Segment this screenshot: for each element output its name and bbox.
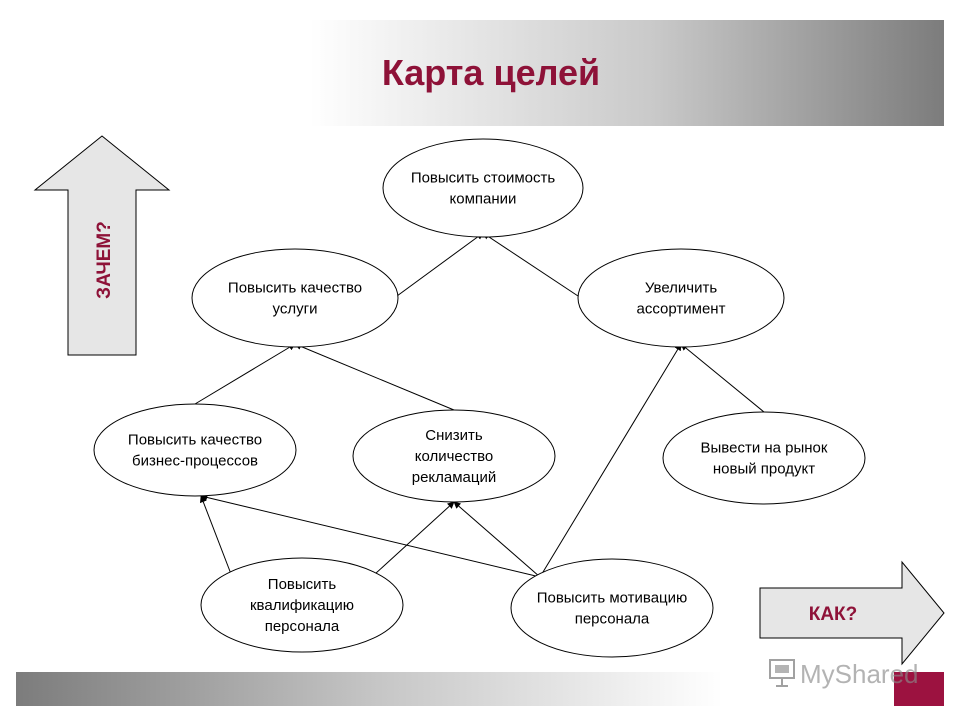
- node-ellipse: [192, 249, 398, 347]
- link-raise_staff_qualification-to-improve_business_processes: [201, 496, 231, 574]
- node-ellipse: [383, 139, 583, 237]
- node-label-line: количество: [414, 448, 494, 465]
- node-ellipse: [578, 249, 784, 347]
- node-improve_service_quality: [192, 249, 398, 347]
- node-raise_staff_qualification: [201, 558, 403, 652]
- node-label-line: бизнес-процессов: [131, 452, 259, 470]
- node-label-line: Повысить мотивацию: [536, 589, 688, 607]
- node-label-line: новый продукт: [712, 460, 816, 478]
- how-arrow: [760, 562, 944, 664]
- link-reduce_complaints-to-improve_service_quality: [295, 344, 454, 410]
- nodes-layer: [94, 139, 865, 657]
- link-improve_service_quality-to-increase_company_value: [397, 233, 483, 296]
- watermark: [766, 654, 926, 694]
- how-arrow-label: КАК?: [808, 604, 858, 625]
- node-ellipse: [511, 559, 713, 657]
- watermark-text: MyShared: [800, 659, 919, 689]
- node-label-line: Повысить качество: [127, 431, 263, 449]
- node-ellipse: [663, 412, 865, 504]
- link-improve_business_processes-to-improve_service_quality: [195, 344, 295, 404]
- node-reduce_complaints: [353, 410, 555, 502]
- node-label-line: Повысить стоимость: [410, 169, 556, 187]
- node-label-line: Увеличить: [644, 279, 718, 297]
- node-label-line: услуги: [272, 300, 318, 318]
- link-raise_staff_motivation-to-reduce_complaints: [454, 502, 540, 577]
- node-label-line: компании: [449, 190, 517, 208]
- link-expand_assortment-to-increase_company_value: [483, 233, 578, 296]
- why-arrow-label: ЗАЧЕМ?: [94, 221, 115, 299]
- node-label-line: Вывести на рынок: [700, 439, 828, 457]
- link-raise_staff_motivation-to-expand_assortment: [540, 344, 681, 577]
- presentation-icon: [770, 660, 794, 686]
- page-title: Карта целей: [381, 52, 601, 93]
- node-label-line: Повысить качество: [227, 279, 363, 297]
- node-label-line: персонала: [574, 610, 650, 628]
- node-label-line: рекламаций: [411, 469, 497, 486]
- node-raise_staff_motivation: [511, 559, 713, 657]
- node-expand_assortment: [578, 249, 784, 347]
- node-ellipse: [94, 404, 296, 496]
- node-label-line: Снизить: [425, 427, 483, 444]
- link-launch_new_product-to-expand_assortment: [681, 344, 764, 412]
- node-label-line: ассортимент: [636, 300, 726, 318]
- node-label-line: Повысить: [267, 576, 337, 593]
- link-raise_staff_qualification-to-reduce_complaints: [375, 502, 454, 574]
- node-launch_new_product: [663, 412, 865, 504]
- node-improve_business_processes: [94, 404, 296, 496]
- node-label-line: персонала: [264, 618, 340, 635]
- node-label-line: квалификацию: [249, 597, 355, 614]
- node-increase_company_value: [383, 139, 583, 237]
- why-arrow: [35, 136, 169, 355]
